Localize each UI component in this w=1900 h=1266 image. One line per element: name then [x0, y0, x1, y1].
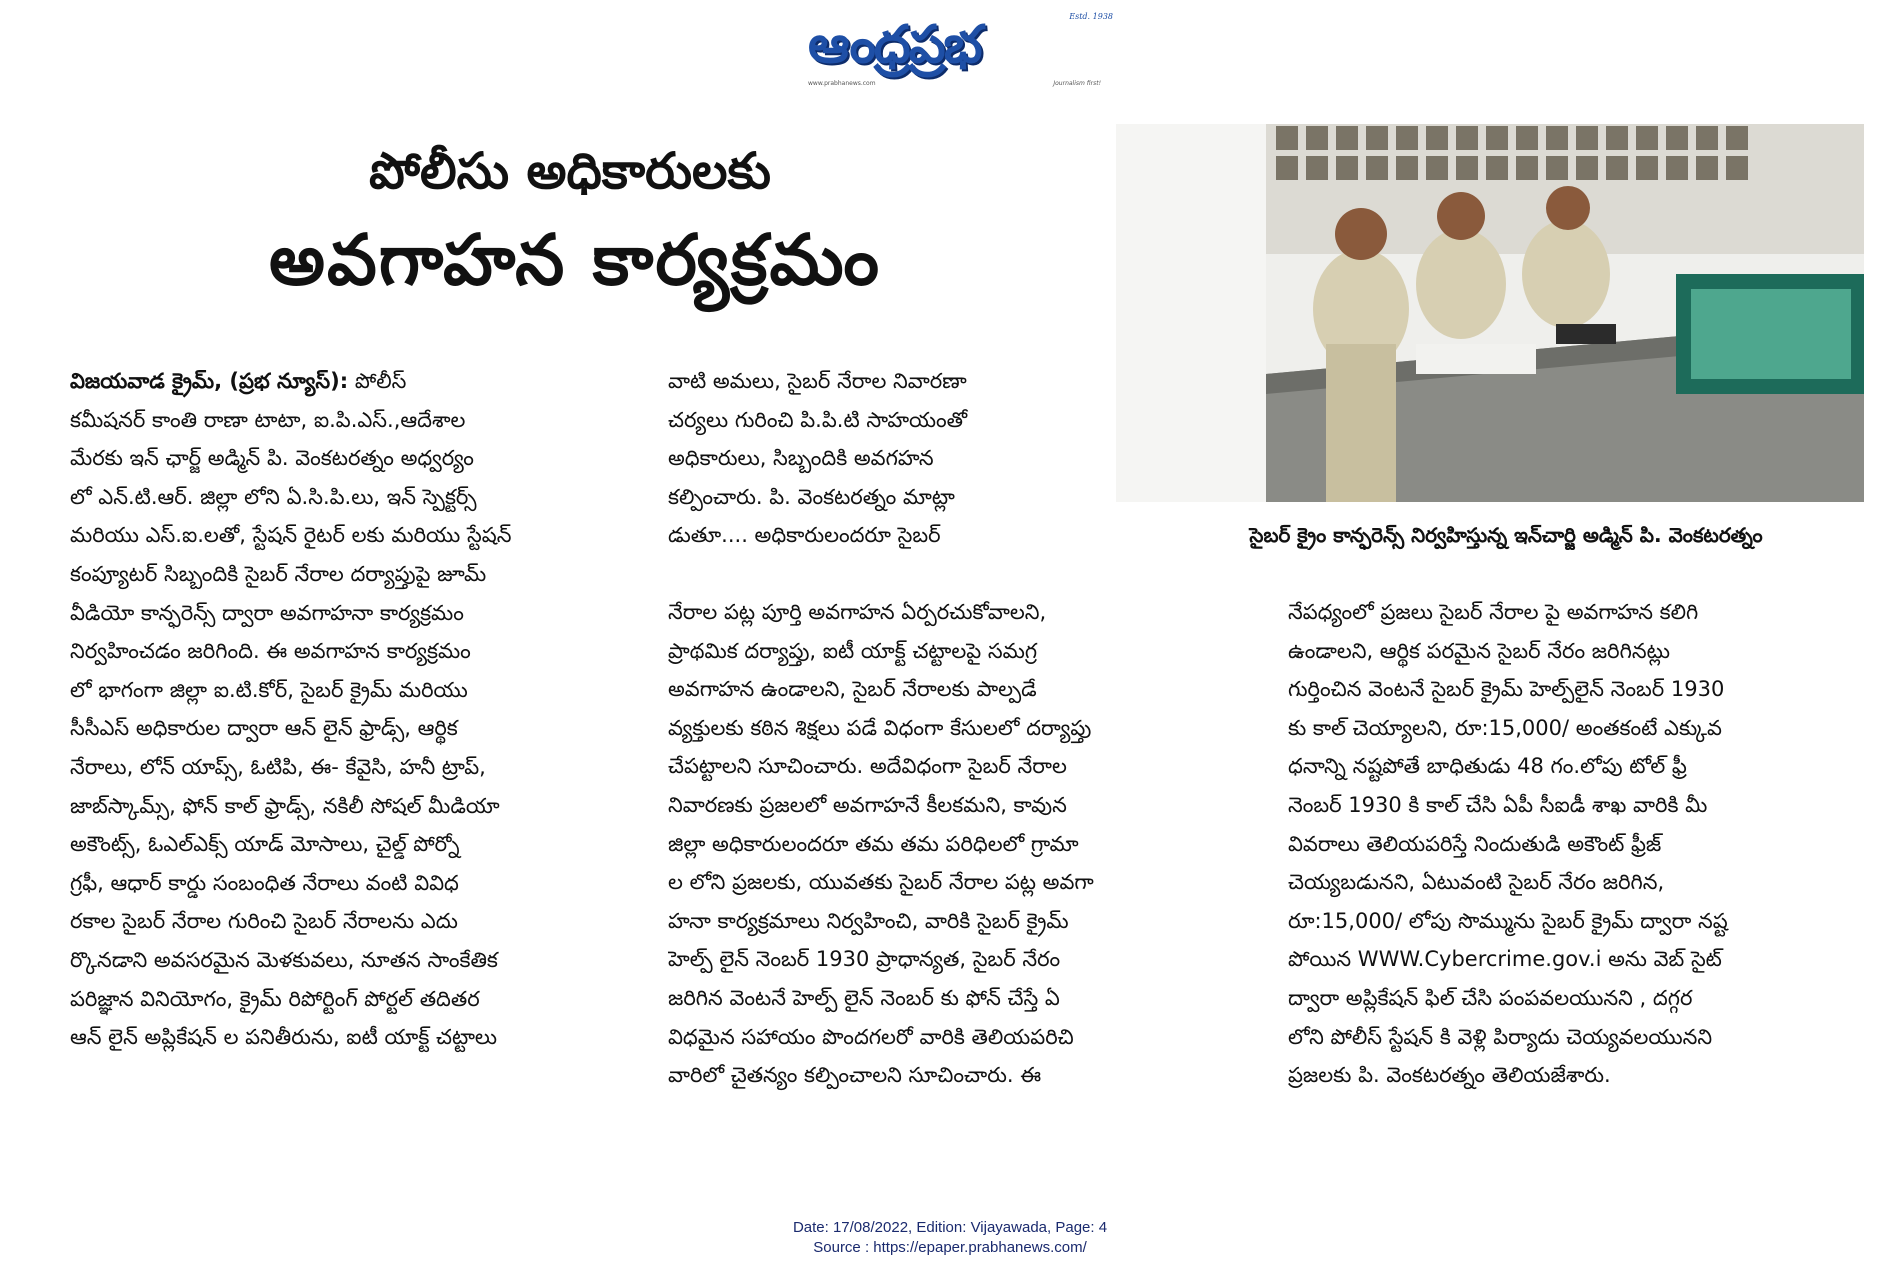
text-line: డుతూ.... అధికారులందరూ సైబర్ — [668, 523, 941, 548]
text-line: నివారణకు ప్రజలలో అవగాహనే కీలకమని, కావున — [668, 792, 1067, 817]
masthead-logo — [808, 12, 1113, 90]
footer-source: Source : https://epaper.prabhanews.com/ — [813, 1239, 1087, 1256]
footer-date-edition: Date: 17/08/2022, Edition: Vijayawada, Page: 4 — [792, 1219, 1108, 1236]
text-line: రకాల సైబర్ నేరాల గురించి సైబర్ నేరాలను ఎదు — [70, 909, 458, 934]
page-footer — [0, 1218, 1900, 1258]
logo-url: www.prabhanews.com — [808, 80, 876, 87]
text-line: చెయ్యబడునని, ఏటువంటి సైబర్ నేరం జరిగిన, — [1288, 870, 1665, 895]
text-line: వీడియో కాన్ఫరెన్స్ ద్వారా అవగాహనా కార్యక్రమం — [70, 600, 464, 625]
text-line: మేరకు ఇన్ ఛార్జ్ అడ్మిన్ పి. వెంకటరత్నం అధ్వర్యం — [70, 446, 474, 471]
text-line: ల లోని ప్రజలకు, యువతకు సైబర్ నేరాల పట్ల అవగా — [668, 870, 1094, 895]
article-column-3 — [1288, 593, 1870, 1095]
text-line: కంప్యూటర్ సిబ్బందికి సైబర్ నేరాల దర్యాప్తుపై జూమ్ — [70, 561, 487, 586]
text-line: సీసీఎస్ అధికారుల ద్వారా ఆన్ లైన్ ఫ్రాడ్స్, ఆర్థిక — [70, 716, 458, 741]
text-line: కు కాల్ చెయ్యాలని, రూ:15,000/ అంతకంటే ఎక్కువ — [1288, 715, 1722, 740]
dateline: విజయవాడ క్రైమ్, (ప్రభ న్యూస్): — [70, 369, 349, 393]
text-line: లోని పోలీస్ స్టేషన్ కి వెళ్లి పిర్యాదు చెయ్యవలయునని — [1288, 1024, 1713, 1049]
article-column-1 — [70, 362, 670, 1057]
article-column-2-top — [668, 362, 1223, 555]
text-line: గుర్తించిన వెంటనే సైబర్ క్రైమ్ హెల్ప్‌లైన్ నెంబర్ 1930 — [1288, 677, 1725, 702]
text-line: ఉండాలని, ఆర్థిక పరమైన సైబర్ నేరం జరిగినట్లు — [1288, 638, 1671, 663]
text-line: పరిజ్ఞాన వినియోగం, క్రైమ్ రిపోర్టింగ్ పోర్టల్ తదితర — [70, 986, 480, 1011]
text-line: వారిలో చైతన్యం కల్పించాలని సూచించారు. ఈ — [668, 1063, 1042, 1088]
text-line: వ్యక్తులకు కఠిన శిక్షలు పడే విధంగా కేసులలో దర్యాప్తు — [668, 715, 1092, 740]
text-line: నేపధ్యంలో ప్రజలు సైబర్ నేరాల పై అవగాహన కలిగి — [1288, 600, 1699, 624]
article-column-2-bottom — [668, 593, 1253, 1095]
text-line: నేరాలు, లోన్ యాప్స్, ఓటిపి, ఈ- కేవైసి, హనీ ట్రాప్, — [70, 754, 486, 779]
article-photo — [1116, 124, 1864, 502]
text-line: జరిగిన వెంటనే హెల్ప్ లైన్ నెంబర్ కు ఫోన్ చేస్తే ఏ — [668, 985, 1060, 1010]
text-line: నేరాల పట్ల పూర్తి అవగాహన ఏర్పరచుకోవాలని, — [668, 600, 1047, 624]
text-line: మరియు ఎస్.ఐ.లతో, స్టేషన్ రైటర్ లకు మరియు స్టేషన్ — [70, 523, 512, 548]
text-line: అవగాహన ఉండాలని, సైబర్ నేరాలకు పాల్పడే — [668, 677, 1037, 702]
text-line: హనా కార్యక్రమాలు నిర్వహించి, వారికి సైబర్ క్రైమ్ — [668, 908, 1069, 933]
text-line: వాటి అమలు, సైబర్ నేరాల నివారణా — [668, 369, 967, 393]
text-line: రూ:15,000/ లోపు సొమ్మును సైబర్ క్రైమ్ ద్వారా నష్ట — [1288, 908, 1728, 933]
text-line: జాబ్‌స్కామ్స్, ఫోన్ కాల్ ఫ్రాడ్స్, నకిలీ సోషల్ మీడియా — [70, 793, 500, 818]
text-line: ప్రాథమిక దర్యాప్తు, ఐటీ యాక్ట్ చట్టాలపై సమగ్ర — [668, 638, 1038, 663]
text-line — [70, 362, 670, 401]
photo-caption: సైబర్ క్రైం కాన్ఫరెన్స్ నిర్వహిస్తున్న ఇన్‌చార్జి అడ్మిన్ పి. వెంకటరత్నం — [1249, 523, 1763, 547]
text-line: ధనాన్ని నష్టపోతే బాధితుడు 48 గం.లోపు టోల్ ఫ్రీ — [1288, 754, 1687, 779]
text-line: అధికారులు, సిబ్బందికి అవగహన — [668, 446, 934, 471]
text-line: నెంబర్ 1930 కి కాల్ చేసి ఏపీ సీఐడీ శాఖ వారికి మీ — [1288, 792, 1708, 817]
text-line: పోలీస్ — [354, 369, 407, 393]
text-line: లో భాగంగా జిల్లా ఐ.టి.కోర్, సైబర్ క్రైమ్ మరియు — [70, 677, 468, 702]
headline-line-2: అవగాహన కార్యక్రమం — [268, 219, 882, 301]
logo-tagline: Journalism first! — [1053, 80, 1101, 87]
text-line: విధమైన సహాయం పొందగలరో వారికి తెలియపరిచి — [668, 1024, 1074, 1049]
text-line: కల్పించారు. పి. వెంకటరత్నం మాట్లా — [668, 484, 955, 509]
text-line: జిల్లా అధికారులందరూ తమ తమ పరిధిలలో గ్రామా — [668, 831, 1079, 856]
text-line: ద్వారా అప్లికేషన్ ఫిల్ చేసి పంపవలయునని , దగ్గర — [1288, 985, 1693, 1010]
text-line: ఆన్ లైన్ అప్లికేషన్ ల పనితీరును, ఐటీ యాక్ట్ చట్టాలు — [70, 1025, 498, 1050]
text-line: పోయిన WWW.Cybercrime.gov.i అను వెబ్ సైట్ — [1288, 947, 1722, 972]
text-line: కమీషనర్ కాంతి రాణా టాటా, ఐ.పి.ఎస్.,ఆదేశాల — [70, 407, 466, 432]
text-line: అకౌంట్స్, ఓఎల్ఎక్స్ యాడ్ మోసాలు, చైల్డ్ పోర్నో — [70, 832, 460, 857]
text-line: చేపట్టాలని సూచించారు. అదేవిధంగా సైబర్ నేరాల — [668, 754, 1067, 779]
text-line: హెల్ప్ లైన్ నెంబర్ 1930 ప్రాధాన్యత, సైబర్ నేరం — [668, 947, 1061, 972]
text-line: ప్రజలకు పి. వెంకటరత్నం తెలియజేశారు. — [1288, 1063, 1611, 1088]
newspaper-logo: ఆంధ్రప్రభ — [808, 15, 981, 75]
estd-label: Estd. 1938 — [1069, 12, 1113, 21]
headline-line-1: పోలీసు అధికారులకు — [369, 142, 771, 200]
conference-photo-illustration — [1116, 124, 1864, 502]
text-line: గ్రఫీ, ఆధార్ కార్డు సంబంధిత నేరాలు వంటి వివిధ — [70, 870, 459, 895]
text-line: లో ఎన్.టి.ఆర్. జిల్లా లోని ఏ.సి.పి.లు, ఇన్ స్పెక్టర్స్ — [70, 484, 477, 509]
text-line: నిర్వహించడం జరిగింది. ఈ అవగాహన కార్యక్రమం — [70, 639, 471, 664]
text-line: చర్యలు గురించి పి.పి.టి సాహయంతో — [668, 407, 968, 432]
text-line: వివరాలు తెలియపరిస్తే నిందుతుడి అకౌంట్ ఫ్రీజ్ — [1288, 831, 1662, 856]
text-line: ర్కొనడాని అవసరమైన మెళకువలు, నూతన సాంకేతిక — [70, 947, 498, 972]
